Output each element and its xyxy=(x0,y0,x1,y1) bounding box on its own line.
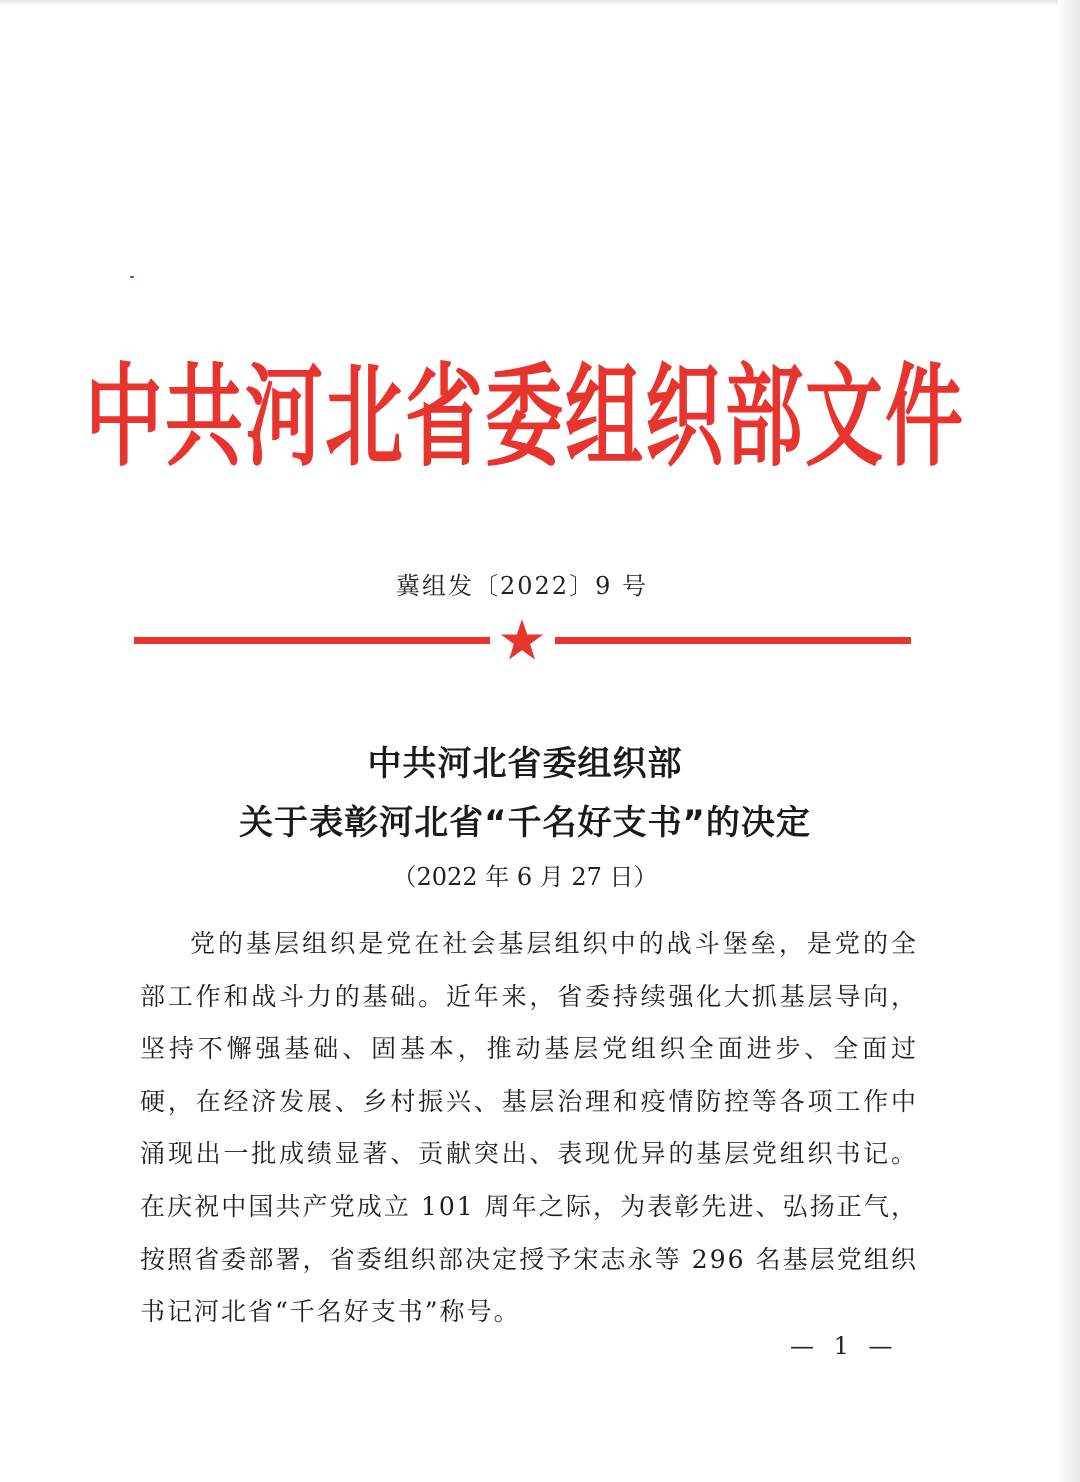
red-rule-right xyxy=(555,637,911,644)
decision-title-line-1: 中共河北省委组织部 xyxy=(367,744,683,784)
page-number: — 1 — xyxy=(790,1332,899,1360)
scan-edge-top xyxy=(0,0,1080,6)
body-paragraph: 党的基层组织是党在社会基层组织中的战斗堡垒，是党的全部工作和战斗力的基础。近年来，省委持续强化大抓基层导向，坚持不懈强基础、固基本，推动基层党组织全面进步、全面过硬，在经济发展、乡村振兴、基层治理和疫情防控等各项工作中涌现出一批成绩显著、贡献突出、表现优异的基层党组织书记。在庆祝中国共产党成立 101 周年之际，为表彰先进、弘扬正气，按照省委部署，省委组织部决定授予宋志永等 296 名基层党组织书记河北省“千名好支书”称号。 xyxy=(140,929,918,1327)
masthead xyxy=(85,338,966,482)
decision-title-line-2: 关于表彰河北省“千名好支书”的决定 xyxy=(239,803,811,843)
scan-edge-right xyxy=(1058,0,1080,1482)
red-star-icon xyxy=(500,619,544,661)
masthead-title: 中共河北省委组织部文件 xyxy=(85,354,966,482)
document-number: 冀组发〔2022〕9 号 xyxy=(396,572,648,600)
scan-speck xyxy=(130,276,134,278)
decision-date: （2022 年 6 月 27 日） xyxy=(392,863,658,891)
red-rule-left xyxy=(134,637,490,644)
